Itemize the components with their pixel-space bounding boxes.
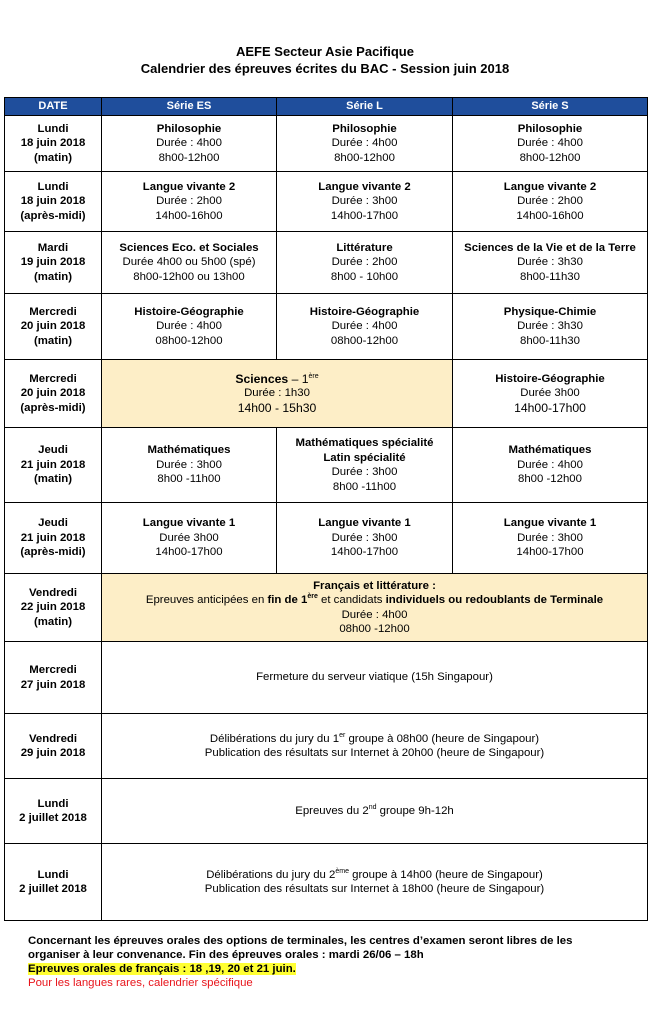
table-row (5, 779, 648, 844)
exam-cell-es: Langue vivante 1 Durée 3h00 14h00-17h00 (102, 503, 277, 574)
date-cell: Mercredi 27 juin 2018 (5, 642, 102, 714)
column-header-date: DATE (5, 98, 102, 116)
table-row (5, 116, 648, 172)
exam-cell-es: Langue vivante 2 Durée : 2h00 14h00-16h00 (102, 172, 277, 232)
date-cell: Jeudi 21 juin 2018 (après-midi) (5, 503, 102, 574)
date-cell: Mercredi 20 juin 2018 (après-midi) (5, 360, 102, 428)
exam-cell-s: Histoire-Géographie Durée 3h00 14h00-17h00 (453, 360, 648, 428)
table-row (5, 503, 648, 574)
date-cell: Jeudi 21 juin 2018 (matin) (5, 428, 102, 503)
exam-calendar-table (4, 97, 648, 921)
date-cell: Vendredi 29 juin 2018 (5, 714, 102, 779)
merged-exam-cell-es-l: Sciences – 1ère Durée : 1h30 14h00 - 15h30 (102, 360, 453, 428)
exam-cell-l: Langue vivante 2 Durée : 3h00 14h00-17h00 (277, 172, 453, 232)
header-subtitle: Calendrier des épreuves écrites du BAC - Session juin 2018 (140, 61, 510, 76)
column-header-l: Série L (277, 98, 453, 116)
footer-line-orals-options: Concernant les épreuves orales des options de terminales, les centres d’examen seront libres de les (28, 935, 573, 947)
date-cell: Lundi 2 juillet 2018 (5, 779, 102, 844)
table-header-row (5, 98, 648, 116)
event-cell: Délibérations du jury du 1er groupe à 08h00 (heure de Singapour) Publication des résultats sur Internet à 20h00 (heure de Singapour) (102, 714, 648, 779)
exam-cell-s: Sciences de la Vie et de la Terre Durée : 3h30 8h00-11h30 (453, 232, 648, 294)
date-cell: Vendredi 22 juin 2018 (matin) (5, 574, 102, 642)
exam-cell-s: Langue vivante 1 Durée : 3h00 14h00-17h00 (453, 503, 648, 574)
date-cell: Lundi 18 juin 2018 (après-midi) (5, 172, 102, 232)
exam-cell-s: Langue vivante 2 Durée : 2h00 14h00-16h00 (453, 172, 648, 232)
table-row (5, 844, 648, 921)
event-cell: Epreuves du 2nd groupe 9h-12h (102, 779, 648, 844)
table-row (5, 428, 648, 503)
exam-cell-s: Mathématiques Durée : 4h00 8h00 -12h00 (453, 428, 648, 503)
header-title: AEFE Secteur Asie Pacifique (236, 44, 414, 59)
exam-cell-l: Histoire-Géographie Durée : 4h00 08h00-12h00 (277, 294, 453, 360)
date-cell: Mercredi 20 juin 2018 (matin) (5, 294, 102, 360)
exam-cell-l: Philosophie Durée : 4h00 8h00-12h00 (277, 116, 453, 172)
exam-cell-es: Histoire-Géographie Durée : 4h00 08h00-12h00 (102, 294, 277, 360)
column-header-es: Série ES (102, 98, 277, 116)
exam-cell-s: Philosophie Durée : 4h00 8h00-12h00 (453, 116, 648, 172)
document-header (0, 43, 650, 77)
date-cell: Mardi 19 juin 2018 (matin) (5, 232, 102, 294)
date-cell: Lundi 18 juin 2018 (matin) (5, 116, 102, 172)
footer-line-orals-end: organiser à leur convenance. Fin des épreuves orales : mardi 26/06 – 18h (28, 949, 424, 961)
footer-notes (28, 934, 628, 990)
table-row (5, 360, 648, 428)
exam-cell-s: Physique-Chimie Durée : 3h30 8h00-11h30 (453, 294, 648, 360)
event-cell: Délibérations du jury du 2ème groupe à 14h00 (heure de Singapour) Publication des résultats sur Internet à 18h00 (heure de Singapour) (102, 844, 648, 921)
exam-cell-l: Littérature Durée : 2h00 8h00 - 10h00 (277, 232, 453, 294)
table-row (5, 642, 648, 714)
exam-cell-es: Mathématiques Durée : 3h00 8h00 -11h00 (102, 428, 277, 503)
table-row (5, 714, 648, 779)
table-row (5, 294, 648, 360)
exam-cell-es: Sciences Eco. et Sociales Durée 4h00 ou 5h00 (spé) 8h00-12h00 ou 13h00 (102, 232, 277, 294)
footer-line-french-orals: Epreuves orales de français : 18 ,19, 20 et 21 juin. (28, 963, 296, 975)
exam-cell-l: Mathématiques spécialité Latin spécialité Durée : 3h00 8h00 -11h00 (277, 428, 453, 503)
date-cell: Lundi 2 juillet 2018 (5, 844, 102, 921)
table-row (5, 574, 648, 642)
exam-cell-l: Langue vivante 1 Durée : 3h00 14h00-17h00 (277, 503, 453, 574)
exam-cell-es: Philosophie Durée : 4h00 8h00-12h00 (102, 116, 277, 172)
event-cell: Fermeture du serveur viatique (15h Singapour) (102, 642, 648, 714)
table-row (5, 172, 648, 232)
merged-exam-cell-all-series: Français et littérature : Epreuves anticipées en fin de 1ère et candidats individuels ou redoublants de Terminale Durée : 4h00 08h00 -12h00 (102, 574, 648, 642)
footer-line-rare-languages: Pour les langues rares, calendrier spécifique (28, 977, 253, 989)
table-row (5, 232, 648, 294)
column-header-s: Série S (453, 98, 648, 116)
